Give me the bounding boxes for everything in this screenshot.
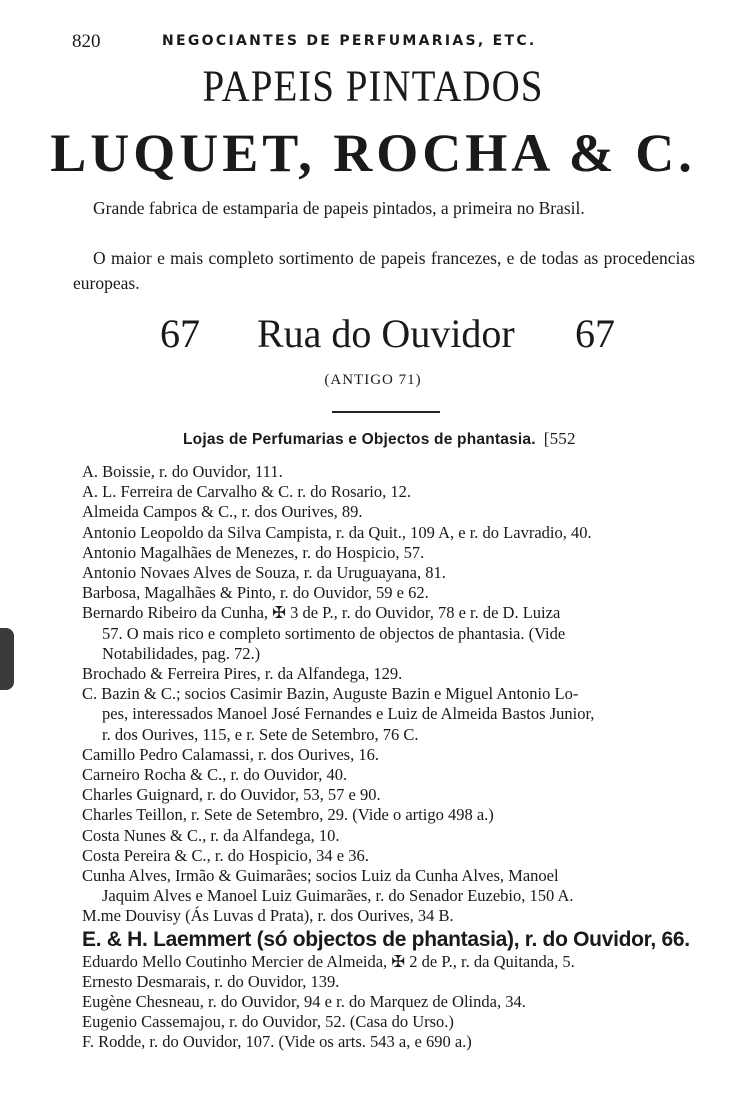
list-item: [82, 992, 704, 1012]
address-number-left: 67: [160, 311, 200, 356]
entry-continuation-line: Jaquim Alves e Manoel Luiz Guimarães, r. do Senador Euzebio, 150 A.: [102, 886, 574, 906]
entry-line: Carneiro Rocha & C., r. do Ouvidor, 40.: [82, 765, 348, 785]
entry-continuation-line: r. dos Ourives, 115, e r. Sete de Setembro, 76 C.: [102, 724, 419, 744]
entry-line: A. L. Ferreira de Carvalho & C. r. do Rosario, 12.: [82, 482, 412, 502]
advertisement-address: [0, 310, 746, 370]
entry-continuation-line: 57. O mais rico e completo sortimento de objectos de phantasia. (Vide: [102, 623, 566, 643]
entry-line: Camillo Pedro Calamassi, r. dos Ourives, 16.: [82, 744, 379, 764]
list-item: [82, 1012, 704, 1032]
entry-line: Brochado & Ferreira Pires, r. da Alfandega, 129.: [82, 664, 403, 684]
entry-line: Costa Nunes & C., r. da Alfandega, 10.: [82, 825, 340, 845]
advertisement-company: LUQUET, ROCHA & C.: [50, 123, 696, 183]
list-item: [82, 603, 704, 664]
list-item: [82, 563, 704, 583]
advertisement-paragraph-2: O maior e mais completo sortimento de papeis francezes, e de todas as procedencias europeas.: [73, 248, 695, 293]
list-item: [82, 462, 704, 482]
entry-line: C. Bazin & C.; socios Casimir Bazin, Auguste Bazin e Miguel Antonio Lo-: [82, 684, 579, 704]
entry-line: Eduardo Mello Coutinho Mercier de Almeida, ✠ 2 de P., r. da Quitanda, 5.: [82, 951, 575, 971]
entry-line: Cunha Alves, Irmão & Guimarães; socios Luiz da Cunha Alves, Manoel: [82, 866, 559, 886]
section-title: Lojas de Perfumarias e Objectos de phantasia.: [183, 431, 536, 448]
list-item: [82, 502, 704, 522]
page-number: 820: [72, 31, 101, 52]
entry-list: [82, 462, 704, 1053]
list-item: [82, 927, 704, 952]
section-heading: [183, 429, 576, 449]
running-title: NEGOCIANTES DE PERFUMARIAS, ETC.: [162, 33, 537, 49]
address-street: Rua do Ouvidor: [257, 311, 515, 356]
entry-line: Ernesto Desmarais, r. do Ouvidor, 139.: [82, 971, 340, 991]
list-item: [82, 866, 704, 906]
list-item: [82, 664, 704, 684]
entry-line: Barbosa, Magalhães & Pinto, r. do Ouvidor, 59 e 62.: [82, 583, 429, 603]
entry-line: Eugenio Cassemajou, r. do Ouvidor, 52. (Casa do Urso.): [82, 1012, 454, 1032]
list-item: [82, 765, 704, 785]
address-number-right: 67: [575, 311, 615, 356]
entry-line: Charles Teillon, r. Sete de Setembro, 29. (Vide o artigo 498 a.): [82, 805, 494, 825]
list-item: [82, 745, 704, 765]
list-item: [82, 846, 704, 866]
section-page-ref: [552: [543, 429, 576, 448]
list-item: [82, 583, 704, 603]
list-item: [82, 1032, 704, 1052]
entry-line: A. Boissie, r. do Ouvidor, 111.: [82, 462, 283, 481]
entry-line: Charles Guignard, r. do Ouvidor, 53, 57 e 90.: [82, 785, 381, 805]
list-item: [82, 826, 704, 846]
advertisement-paragraph-1: Grande fabrica de estamparia de papeis pintados, a primeira no Brasil.: [93, 198, 585, 218]
entry-line: Antonio Novaes Alves de Souza, r. da Uruguayana, 81.: [82, 563, 446, 583]
entry-line: Costa Pereira & C., r. do Hospicio, 34 e 36.: [82, 845, 369, 865]
entry-line: Antonio Leopoldo da Silva Campista, r. da Quit., 109 A, e r. do Lavradio, 40.: [82, 522, 592, 542]
entry-continuation-line: Notabilidades, pag. 72.): [102, 643, 261, 663]
entry-line: E. & H. Laemmert (só objectos de phantasia), r. do Ouvidor, 66.: [82, 927, 690, 951]
page-edge-mark: [0, 628, 14, 690]
list-item: [82, 906, 704, 926]
divider-rule: [332, 411, 440, 413]
entry-line: Eugène Chesneau, r. do Ouvidor, 94 e r. do Marquez de Olinda, 34.: [82, 992, 526, 1012]
entry-line: Bernardo Ribeiro da Cunha, ✠ 3 de P., r. do Ouvidor, 78 e r. de D. Luiza: [82, 603, 561, 623]
entry-line: F. Rodde, r. do Ouvidor, 107. (Vide os arts. 543 a, e 690 a.): [82, 1032, 472, 1052]
list-item: [82, 785, 704, 805]
list-item: [82, 684, 704, 745]
former-number: (ANTIGO 71): [324, 372, 422, 388]
list-item: [82, 952, 704, 972]
list-item: [82, 543, 704, 563]
entry-line: M.me Douvisy (Ás Luvas d Prata), r. dos Ourives, 34 B.: [82, 906, 454, 926]
list-item: [82, 805, 704, 825]
advertisement-heading: PAPEIS PINTADOS: [202, 61, 544, 111]
list-item: [82, 972, 704, 992]
entry-continuation-line: pes, interessados Manoel José Fernandes e Luiz de Almeida Bastos Junior,: [102, 704, 595, 724]
list-item: [82, 523, 704, 543]
running-head: [70, 29, 710, 53]
list-item: [82, 482, 704, 502]
entry-line: Antonio Magalhães de Menezes, r. do Hospicio, 57.: [82, 542, 425, 562]
entry-line: Almeida Campos & C., r. dos Ourives, 89.: [82, 502, 363, 522]
